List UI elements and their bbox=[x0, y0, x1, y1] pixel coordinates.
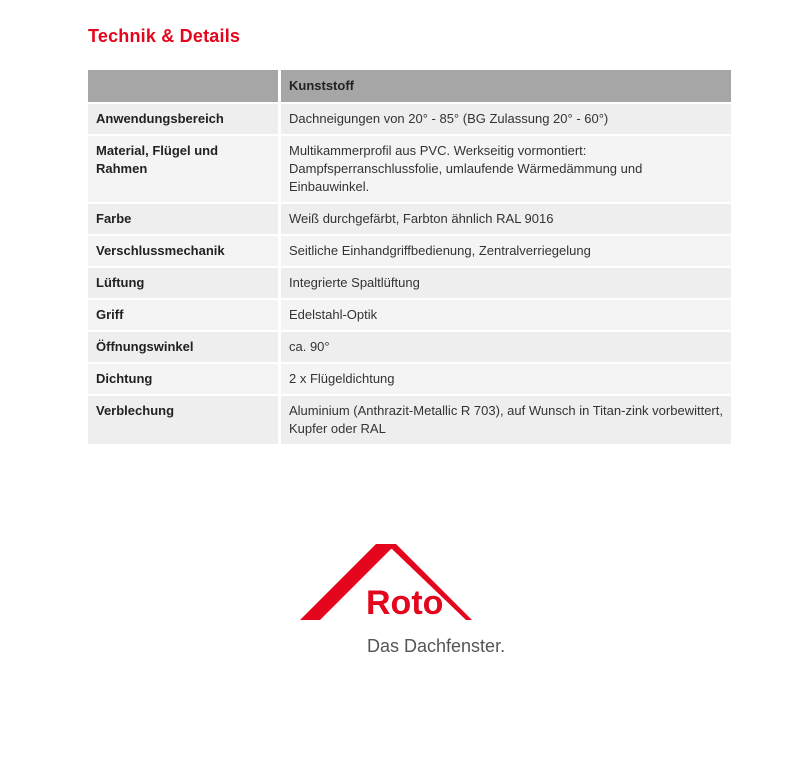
row-key: Öffnungswinkel bbox=[88, 332, 281, 362]
row-key: Griff bbox=[88, 300, 281, 330]
row-value: ca. 90° bbox=[281, 332, 731, 362]
specs-table bbox=[88, 68, 731, 446]
table-row bbox=[88, 268, 731, 298]
row-value: Edelstahl-Optik bbox=[281, 300, 731, 330]
row-key: Dichtung bbox=[88, 364, 281, 394]
row-key: Anwendungsbereich bbox=[88, 104, 281, 134]
row-value: 2 x Flügeldichtung bbox=[281, 364, 731, 394]
row-value: Weiß durchgefärbt, Farbton ähnlich RAL 9016 bbox=[281, 204, 731, 234]
table-row bbox=[88, 396, 731, 444]
table-row bbox=[88, 300, 731, 330]
brand-name: Roto bbox=[366, 584, 444, 622]
row-value: Integrierte Spaltlüftung bbox=[281, 268, 731, 298]
row-value: Aluminium (Anthrazit-Metallic R 703), auf Wunsch in Titan-zink vorbewittert, Kupfer oder RAL bbox=[281, 396, 731, 444]
row-value: Multikammerprofil aus PVC. Werkseitig vormontiert: Dampfsperranschlussfolie, umlaufende Wärmedämmung und Einbauwinkel. bbox=[281, 136, 731, 202]
table-row bbox=[88, 236, 731, 266]
page-title: Technik & Details bbox=[88, 26, 241, 46]
table-row bbox=[88, 204, 731, 234]
row-key: Lüftung bbox=[88, 268, 281, 298]
brand-tagline: Das Dachfenster. bbox=[367, 636, 506, 656]
row-key: Farbe bbox=[88, 204, 281, 234]
row-key: Material, Flügel und Rahmen bbox=[88, 136, 281, 202]
table-row bbox=[88, 364, 731, 394]
row-key: Verblechung bbox=[88, 396, 281, 444]
table-header-blank bbox=[88, 70, 281, 102]
table-header-material: Kunststoff bbox=[281, 70, 731, 102]
row-value: Dachneigungen von 20° - 85° (BG Zulassung 20° - 60°) bbox=[281, 104, 731, 134]
table-row bbox=[88, 136, 731, 202]
row-value: Seitliche Einhandgriffbedienung, Zentralverriegelung bbox=[281, 236, 731, 266]
table-row bbox=[88, 104, 731, 134]
roto-logo bbox=[300, 540, 540, 670]
row-key: Verschlussmechanik bbox=[88, 236, 281, 266]
table-header-row bbox=[88, 70, 731, 102]
table-row bbox=[88, 332, 731, 362]
